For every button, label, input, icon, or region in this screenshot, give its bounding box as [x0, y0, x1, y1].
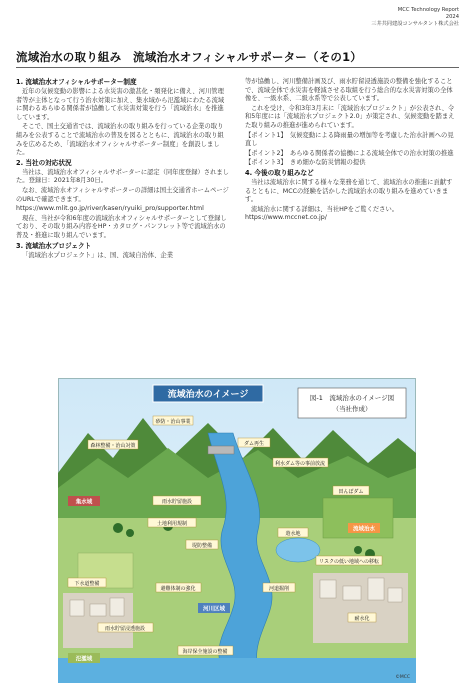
label-paddy-dam: 田んぼダム [338, 489, 364, 495]
label-dam: ダム再生 [243, 441, 265, 447]
building [110, 598, 124, 616]
page-title: 流域治水の取り組み 流域治水オフィシャルサポーター（その1） [16, 50, 363, 64]
figure-banner: 流域治水のイメージ [167, 390, 249, 400]
right-paragraph-1: 等が協働し、河川整備計画及び、雨水貯留浸透施設の整備を強化することで、流域全体で水災害を軽減させる取組を行う総合的な水災害対策の全体像を、一級水系、二級水系等で公表しています。 [245, 78, 453, 103]
section-3-heading: 3. 流域治水プロジェクト [16, 241, 92, 250]
dam [208, 446, 234, 454]
label-prerelease: 利水ダム等の事前放流 [274, 461, 326, 467]
tree [113, 523, 123, 533]
label-dredging: 河道掘削 [268, 586, 290, 592]
point-1: 【ポイント1】 気候変動による降雨量の増加等を考慮した治水計画への見直し [245, 131, 454, 148]
zone-catchment: 集水域 [75, 499, 93, 506]
label-evacuation: 避難体制の強化 [160, 586, 196, 592]
label-relocation: リスクの低い地域への移転 [319, 559, 379, 565]
figure-credit: ©MCC [395, 675, 410, 680]
section-4-paragraph-1: 当社は流域治水に関する様々な業務を通じて、流域治水の推進に貢献するとともに、MCCの経験を活かした流域治水の取り組みを進めていきます。 [245, 178, 453, 204]
label-land-use: 土地利用規制 [156, 521, 188, 527]
section-3-paragraph-1: 「流域治水プロジェクト」は、国、流域自治体、企業 [22, 251, 173, 259]
report-year: 2024 [445, 14, 459, 20]
sea [58, 658, 416, 683]
building [368, 578, 384, 600]
tree [126, 529, 134, 537]
zone-floodplain: 氾濫域 [75, 656, 93, 663]
label-retarding-basin: 遊水地 [285, 531, 301, 537]
section-2-paragraph-2: なお、流域治水オフィシャルサポーターの詳細は国土交通省ホームページのURLで確認できます。 [16, 186, 229, 203]
point-3: 【ポイント3】 きめ細かな防災情報の提供 [245, 159, 366, 167]
zone-river: 河川区域 [202, 606, 226, 613]
figure-caption: 図-1 流域治水のイメージ図 [309, 394, 395, 402]
point-2: 【ポイント2】 あらゆる関係者の協働による流域全体での治水対策の推進 [245, 149, 454, 157]
figure-caption-note: （当社作成） [332, 405, 372, 413]
right-column [245, 78, 458, 224]
right-paragraph-2: これを受け、令和3年3月末に「流域治水プロジェクト」が公表され、令和5年度には「流域治水プロジェクト2.0」が策定され、気候変動を踏まえた取り組みの推進が進められています。 [245, 104, 455, 129]
label-levee: 堤防整備 [191, 543, 213, 549]
section-1-paragraph-1: 近年の気候変動の影響による水災害の激甚化・頻発化に備え、河川管理者等が主体となって行う治水対策に加え、集水域から氾濫域にわたる流域に関わるあらゆる関係者が協働して水災害対策を行う「流域治水」を推進しています。 [16, 88, 225, 121]
label-storage: 雨水貯留施設 [161, 499, 193, 505]
section-4-paragraph-2: 流域治水に関する詳細は、当社HPをご覧ください。https://www.mccnet.co.jp/ [245, 205, 399, 222]
label-sewer: 下水道整備 [74, 581, 100, 587]
section-4-heading: 4. 今後の取り組みなど [245, 168, 314, 177]
building [70, 600, 84, 616]
label-sabo: 砂防・治山事業 [155, 419, 191, 425]
section-1-paragraph-2: そこで、国土交通省では、流域治水の取り組みを行っている企業の取り組みを公表することで流域治水の普及を図るとともに、流域治水の取り組みを広めるため、「流域治水オフィシャルサポーター制度」を創設しました。 [16, 123, 224, 157]
report-header [371, 7, 459, 28]
label-forest: 森林整備・治山対策 [90, 443, 136, 449]
building [388, 588, 402, 602]
section-2-heading: 2. 当社の対応状況 [16, 158, 72, 167]
label-infiltration: 雨水貯留浸透施設 [104, 626, 146, 632]
company-name: 三井共同建設コンサルタント株式会社 [371, 21, 459, 27]
caption-box [298, 388, 406, 418]
report-series-name: MCC Technology Report [397, 7, 459, 13]
building [343, 586, 361, 600]
section-2-url[interactable]: https://www.mlit.go.jp/river/kasen/ryuiki_pro/supporter.html [16, 205, 204, 213]
label-coastal: 海岸保全施設の整備 [182, 649, 228, 655]
label-waterproofing: 耐水化 [354, 616, 370, 622]
building [90, 604, 106, 616]
section-2-paragraph-3: 現在、当社が令和6年度の流域治水オフィシャルサポーターとして登録しており、その取り組み内容をHP・カタログ・パンフレット等で流域治水の普及・推進に取り組んでいます。 [16, 214, 227, 239]
section-2-paragraph-1: 当社は、流域治水オフィシャルサポーターに認定（同年度登録）されました。登録日：2021年8月30日。 [16, 168, 229, 185]
tree [354, 546, 362, 554]
section-1-heading: 1. 流域治水オフィシャルサポーター制度 [16, 78, 137, 86]
left-column [16, 78, 229, 261]
title-divider [16, 67, 459, 68]
zone-basin: 流域治水 [352, 526, 376, 533]
river-basin-flood-control-illustration [58, 378, 416, 683]
retarding-basin [276, 538, 320, 562]
building [320, 580, 336, 598]
